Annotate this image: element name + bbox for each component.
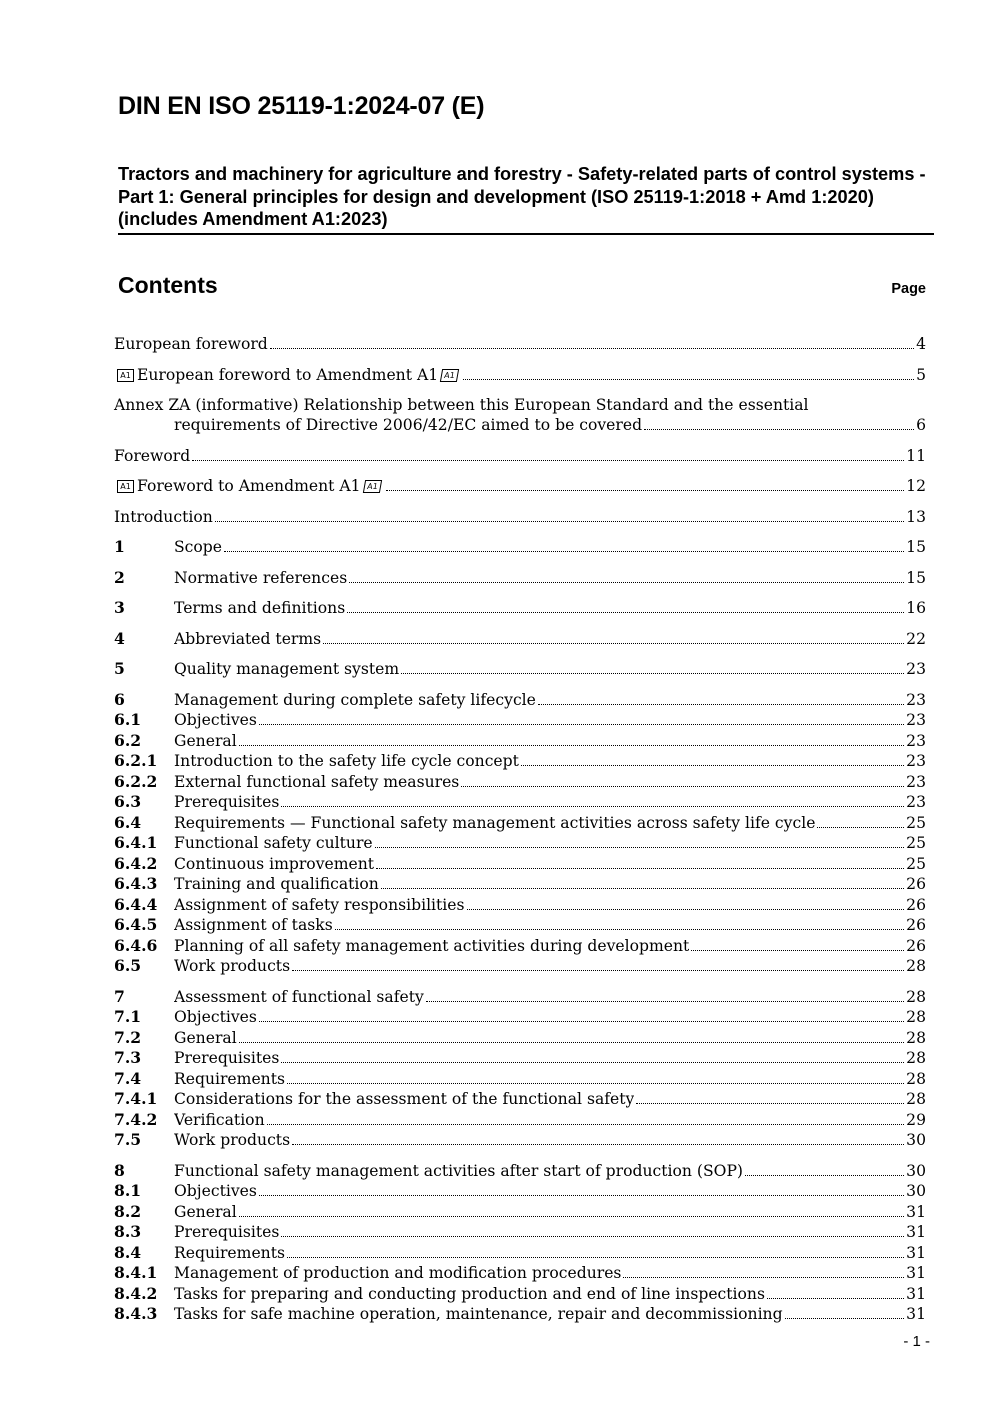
toc-entry-number: 6.3 (114, 792, 142, 811)
toc-entry-number: 7.1 (114, 1007, 142, 1026)
toc-entry-title: Work products (174, 1131, 291, 1149)
toc-entry[interactable] (114, 936, 926, 956)
toc-entry-page: 13 (906, 508, 926, 526)
toc-entry-number: 6.2.2 (114, 772, 158, 791)
dot-leader (745, 1175, 904, 1176)
toc-entry[interactable] (114, 813, 926, 833)
toc-entry[interactable] (114, 1130, 926, 1150)
toc-entry-page: 26 (906, 937, 926, 955)
toc-entry-page: 25 (906, 855, 926, 873)
dot-leader (644, 429, 914, 430)
toc-entry[interactable] (114, 1161, 926, 1181)
toc-entry-number: 8.4.2 (114, 1284, 158, 1303)
toc-entry-page: 23 (906, 691, 926, 709)
dot-leader (292, 970, 904, 971)
toc-entry[interactable] (114, 1304, 926, 1324)
toc-entry-number: 6.4.2 (114, 854, 158, 873)
toc-entry-title: Tasks for preparing and conducting production and end of line inspections (174, 1285, 765, 1303)
toc-entry[interactable] (114, 1202, 926, 1222)
toc-entry[interactable] (114, 833, 926, 853)
dot-leader (426, 1001, 904, 1002)
toc-entry-page: 31 (906, 1244, 926, 1262)
toc-entry-title: Terms and definitions (174, 599, 346, 617)
dot-leader (215, 521, 904, 522)
toc-entry-title: Scope (174, 538, 223, 556)
toc-entry-page: 26 (906, 875, 926, 893)
toc-entry-number: 8.4.3 (114, 1304, 158, 1323)
dot-leader (239, 745, 904, 746)
toc-entry-title: Functional safety culture (174, 834, 373, 852)
document-title: DIN EN ISO 25119-1:2024-07 (E) (118, 92, 485, 120)
dot-leader (401, 673, 904, 674)
dot-leader (335, 929, 904, 930)
toc-entry-page: 26 (906, 916, 926, 934)
toc-entry-title-wrapper (114, 365, 461, 385)
toc-entry-page: 5 (916, 366, 926, 384)
dot-leader (239, 1042, 904, 1043)
dot-leader (376, 868, 904, 869)
page-number: - 1 - (903, 1333, 930, 1350)
toc-entry[interactable] (114, 874, 926, 894)
toc-entry-number: 8.4.1 (114, 1263, 158, 1282)
toc-entry-number: 6.5 (114, 956, 142, 975)
toc-entry-page: 12 (906, 477, 926, 495)
toc-entry[interactable] (114, 1222, 926, 1242)
dot-leader (323, 643, 904, 644)
toc-entry-title: Requirements — Functional safety management activities across safety life cycle (174, 814, 816, 832)
dot-leader (270, 348, 914, 349)
toc-entry-number: 6.2.1 (114, 751, 158, 770)
toc-entry-page: 23 (906, 732, 926, 750)
toc-entry[interactable] (114, 915, 926, 935)
toc-entry-page: 26 (906, 896, 926, 914)
toc-entry-title: Considerations for the assessment of the functional safety (174, 1090, 635, 1108)
toc-entry-title: Tasks for safe machine operation, maintenance, repair and decommissioning (174, 1305, 783, 1323)
toc-entry-number: 6.1 (114, 710, 142, 729)
toc-entry[interactable] (114, 854, 926, 874)
toc-entry-number: 6 (114, 690, 125, 709)
toc-entry-page: 30 (906, 1182, 926, 1200)
dot-leader (292, 1144, 904, 1145)
toc-entry[interactable] (114, 1110, 926, 1130)
toc-entry-title: Assignment of tasks (174, 916, 333, 934)
toc-entry-number: 2 (114, 568, 125, 587)
toc-entry[interactable] (114, 537, 926, 557)
dot-leader (239, 1216, 904, 1217)
toc-entry-number: 5 (114, 659, 125, 678)
toc-entry-title: Requirements (174, 1244, 285, 1262)
toc-entry-number: 6.4 (114, 813, 142, 832)
toc-entry-page: 23 (906, 711, 926, 729)
toc-entry-number: 8.3 (114, 1222, 142, 1241)
toc-entry-number: 7.4.2 (114, 1110, 158, 1129)
toc-entry-number: 4 (114, 629, 125, 648)
dot-leader (623, 1277, 904, 1278)
toc-entry[interactable] (114, 1089, 926, 1109)
toc-entry[interactable] (114, 1048, 926, 1068)
toc-entry-page: 4 (916, 335, 926, 353)
toc-entry-number: 7 (114, 987, 125, 1006)
dot-leader (259, 1195, 904, 1196)
toc-entry[interactable] (114, 568, 926, 588)
toc-entry-page: 31 (906, 1203, 926, 1221)
toc-entry-page: 23 (906, 773, 926, 791)
toc-entry-number: 8.4 (114, 1243, 142, 1262)
toc-entry-page: 31 (906, 1285, 926, 1303)
toc-entry-title: European foreword to Amendment A1 (137, 366, 439, 384)
toc-entry-title: Introduction to the safety life cycle concept (174, 752, 519, 770)
toc-entry-page: 23 (906, 660, 926, 678)
toc-entry[interactable] (114, 792, 926, 812)
toc-entry-title: External functional safety measures (174, 773, 460, 791)
dot-leader (636, 1103, 904, 1104)
toc-entry-number: 1 (114, 537, 125, 556)
toc-entry[interactable] (114, 987, 926, 1007)
toc-entry-page: 31 (906, 1223, 926, 1241)
toc-entry-page: 30 (906, 1162, 926, 1180)
toc-entry-number: 3 (114, 598, 125, 617)
toc-entry[interactable] (114, 690, 926, 710)
toc-entry[interactable] (114, 1263, 926, 1283)
toc-entry-number: 6.4.6 (114, 936, 158, 955)
dot-leader (538, 704, 904, 705)
toc-entry[interactable] (114, 772, 926, 792)
toc-entry[interactable] (114, 507, 926, 527)
toc-entry-title: Prerequisites (174, 1049, 280, 1067)
toc-entry-number: 6.2 (114, 731, 142, 750)
toc-entry-page: 28 (906, 957, 926, 975)
toc-entry-title: Management during complete safety lifecycle (174, 691, 536, 709)
toc-entry-title: Foreword (114, 447, 191, 465)
toc-entry-number: 7.3 (114, 1048, 142, 1067)
toc-entry-page: 28 (906, 1049, 926, 1067)
toc-entry-title: Work products (174, 957, 291, 975)
toc-entry[interactable] (114, 710, 926, 730)
toc-entry-page: 11 (906, 447, 926, 465)
toc-entry[interactable] (114, 446, 926, 466)
toc-entry[interactable] (114, 334, 926, 354)
dot-leader (224, 551, 904, 552)
contents-heading: Contents (118, 272, 218, 298)
toc-entry[interactable] (114, 365, 926, 385)
dot-leader (691, 950, 904, 951)
dot-leader (817, 827, 904, 828)
toc-entry-number: 6.4.1 (114, 833, 158, 852)
toc-entry[interactable] (114, 1069, 926, 1089)
toc-entry-page: 31 (906, 1264, 926, 1282)
toc-entry-number: 8 (114, 1161, 125, 1180)
toc-entry-title: Assignment of safety responsibilities (174, 896, 465, 914)
toc-entry-number: 8.1 (114, 1181, 142, 1200)
toc-entry-title: Training and qualification (174, 875, 379, 893)
toc-entry-title: European foreword (114, 335, 268, 353)
toc-entry[interactable] (114, 1007, 926, 1027)
dot-leader (467, 909, 905, 910)
toc-entry-page: 29 (906, 1111, 926, 1129)
dot-leader (287, 1083, 904, 1084)
toc-entry-page: 28 (906, 1070, 926, 1088)
toc-entry-title: Objectives (174, 1182, 257, 1200)
toc-entry-title: Assessment of functional safety (174, 988, 424, 1006)
toc-entry[interactable] (114, 1284, 926, 1304)
toc-entry-number: 8.2 (114, 1202, 142, 1221)
toc-entry[interactable] (114, 629, 926, 649)
toc-entry-page: 28 (906, 1029, 926, 1047)
toc-entry-page: 28 (906, 1008, 926, 1026)
toc-entry-number: 7.5 (114, 1130, 142, 1149)
dot-leader (281, 806, 904, 807)
toc-entry-title: Quality management system (174, 660, 400, 678)
toc-entry[interactable] (114, 1028, 926, 1048)
toc-entry-annex-za-label[interactable]: Annex ZA (informative) Relationship between this European Standard and the essential (114, 396, 809, 414)
toc-entry-title: Abbreviated terms (174, 630, 322, 648)
document-subtitle: Tractors and machinery for agriculture and forestry - Safety-related parts of control systems - Part 1: General principles for design and development (ISO 25119-1:2018 + Amd 1:2020) (includes Amendment A1:2023) (118, 163, 934, 235)
toc-entry-page: 25 (906, 834, 926, 852)
page-column-label: Page (891, 281, 926, 297)
toc-entry-page: 6 (916, 416, 926, 434)
toc-entry[interactable] (114, 751, 926, 771)
toc-entry-number: 6.4.5 (114, 915, 158, 934)
dot-leader (267, 1124, 905, 1125)
dot-leader (259, 724, 904, 725)
toc-entry-title: Introduction (114, 508, 213, 526)
toc-entry-title: Functional safety management activities after start of production (SOP) (174, 1162, 744, 1180)
dot-leader (259, 1021, 904, 1022)
dot-leader (192, 460, 904, 461)
toc-entry-title: Continuous improvement (174, 855, 375, 873)
dot-leader (785, 1318, 905, 1319)
dot-leader (461, 786, 904, 787)
toc-entry-title: Requirements (174, 1070, 285, 1088)
toc-entry[interactable] (114, 1243, 926, 1263)
dot-leader (375, 847, 905, 848)
dot-leader (281, 1236, 904, 1237)
toc-entry-title: Normative references (174, 569, 348, 587)
toc-entry-title: Foreword to Amendment A1 (137, 477, 361, 495)
toc-entry-title: General (174, 1203, 237, 1221)
toc-entry[interactable] (114, 895, 926, 915)
amendment-end-marker-icon: A1 (440, 369, 459, 382)
dot-leader (521, 765, 904, 766)
dot-leader (349, 582, 904, 583)
dot-leader (347, 612, 904, 613)
toc-entry-page: 23 (906, 793, 926, 811)
dot-leader (463, 379, 914, 380)
toc-entry-number: 7.4 (114, 1069, 142, 1088)
toc-entry[interactable] (114, 731, 926, 751)
toc-entry-number: 6.4.3 (114, 874, 158, 893)
toc-entry-page: 15 (906, 538, 926, 556)
toc-entry-page: 28 (906, 1090, 926, 1108)
toc-entry-page: 23 (906, 752, 926, 770)
toc-entry-page: 15 (906, 569, 926, 587)
dot-leader (381, 888, 904, 889)
dot-leader (386, 490, 905, 491)
toc-entry-title: Verification (174, 1111, 265, 1129)
amendment-start-marker-icon: A1 (117, 480, 134, 493)
toc-entry[interactable] (114, 659, 926, 679)
toc-entry-page: 28 (906, 988, 926, 1006)
toc-entry-title: requirements of Directive 2006/42/EC aimed to be covered (174, 416, 643, 434)
toc-entry-annex-za[interactable] (174, 415, 926, 435)
toc-entry-title: General (174, 1029, 237, 1047)
toc-entry-title: Prerequisites (174, 1223, 280, 1241)
toc-entry-title: Prerequisites (174, 793, 280, 811)
toc-entry-number: 6.4.4 (114, 895, 158, 914)
toc-entry-title: General (174, 732, 237, 750)
toc-entry[interactable] (114, 956, 926, 976)
dot-leader (287, 1257, 904, 1258)
toc-entry-page: 31 (906, 1305, 926, 1323)
amendment-start-marker-icon: A1 (117, 369, 134, 382)
toc-entry-page: 16 (906, 599, 926, 617)
toc-entry[interactable] (114, 598, 926, 618)
dot-leader (281, 1062, 904, 1063)
toc-entry[interactable] (114, 476, 926, 496)
toc-entry-title: Objectives (174, 711, 257, 729)
toc-entry-page: 25 (906, 814, 926, 832)
dot-leader (767, 1298, 904, 1299)
toc-entry-title-wrapper (114, 476, 384, 496)
toc-entry-number: 7.4.1 (114, 1089, 158, 1108)
toc-entry-page: 22 (906, 630, 926, 648)
amendment-end-marker-icon: A1 (362, 480, 381, 493)
toc-entry-page: 30 (906, 1131, 926, 1149)
toc-entry-title: Planning of all safety management activities during development (174, 937, 690, 955)
toc-entry-title: Management of production and modification procedures (174, 1264, 622, 1282)
toc-entry[interactable] (114, 1181, 926, 1201)
toc-entry-number: 7.2 (114, 1028, 142, 1047)
toc-entry-title: Objectives (174, 1008, 257, 1026)
